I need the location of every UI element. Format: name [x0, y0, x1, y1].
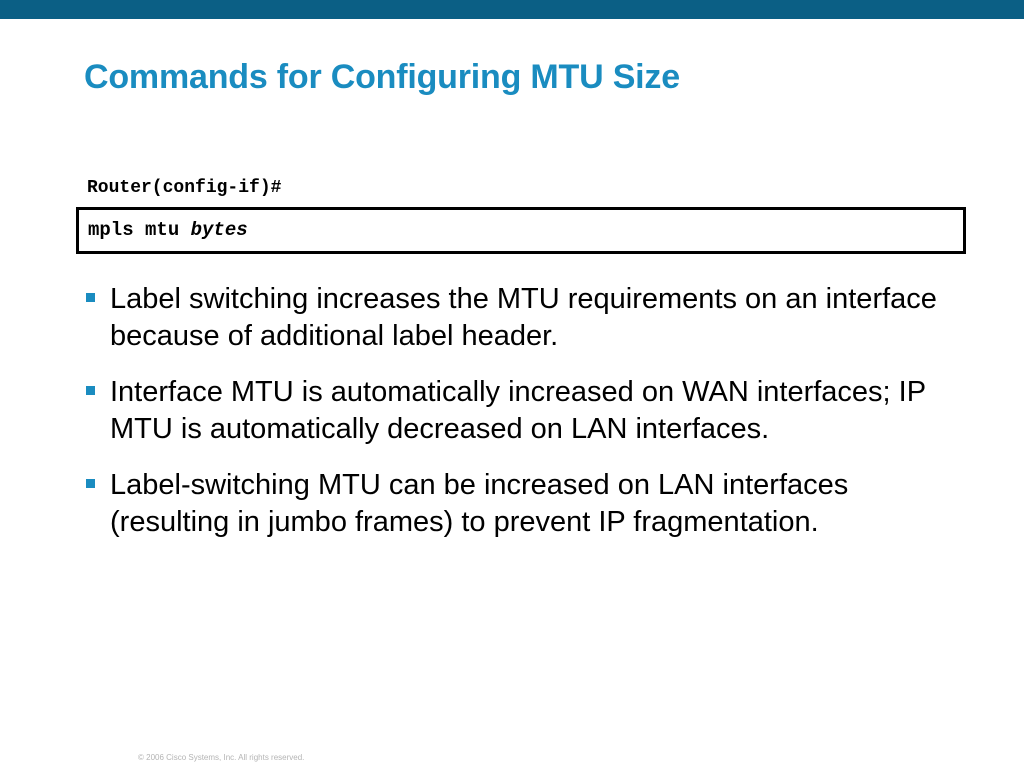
- bullet-text: Label-switching MTU can be increased on LAN interfaces (resulting in jumbo frames) to prevent IP fragmentation.: [110, 469, 849, 538]
- command-syntax: [88, 219, 248, 241]
- slide-title: Commands for Configuring MTU Size: [84, 58, 680, 96]
- bullet-list: [84, 281, 964, 560]
- command-argument: bytes: [190, 219, 248, 241]
- square-bullet-icon: [86, 479, 95, 488]
- square-bullet-icon: [86, 386, 95, 395]
- bullet-text: Interface MTU is automatically increased on WAN interfaces; IP MTU is automatically decreased on LAN interfaces.: [110, 376, 926, 445]
- copyright-footer: © 2006 Cisco Systems, Inc. All rights reserved.: [138, 753, 305, 762]
- command-prompt: Router(config-if)#: [87, 178, 282, 198]
- command-syntax-box: [76, 207, 966, 254]
- square-bullet-icon: [86, 293, 95, 302]
- command-keyword: mpls mtu: [88, 219, 191, 241]
- bullet-text: Label switching increases the MTU requirements on an interface because of additional label header.: [110, 283, 937, 352]
- bullet-item: [84, 281, 964, 355]
- header-bar: [0, 0, 1024, 19]
- bullet-item: [84, 374, 964, 448]
- bullet-item: [84, 467, 964, 541]
